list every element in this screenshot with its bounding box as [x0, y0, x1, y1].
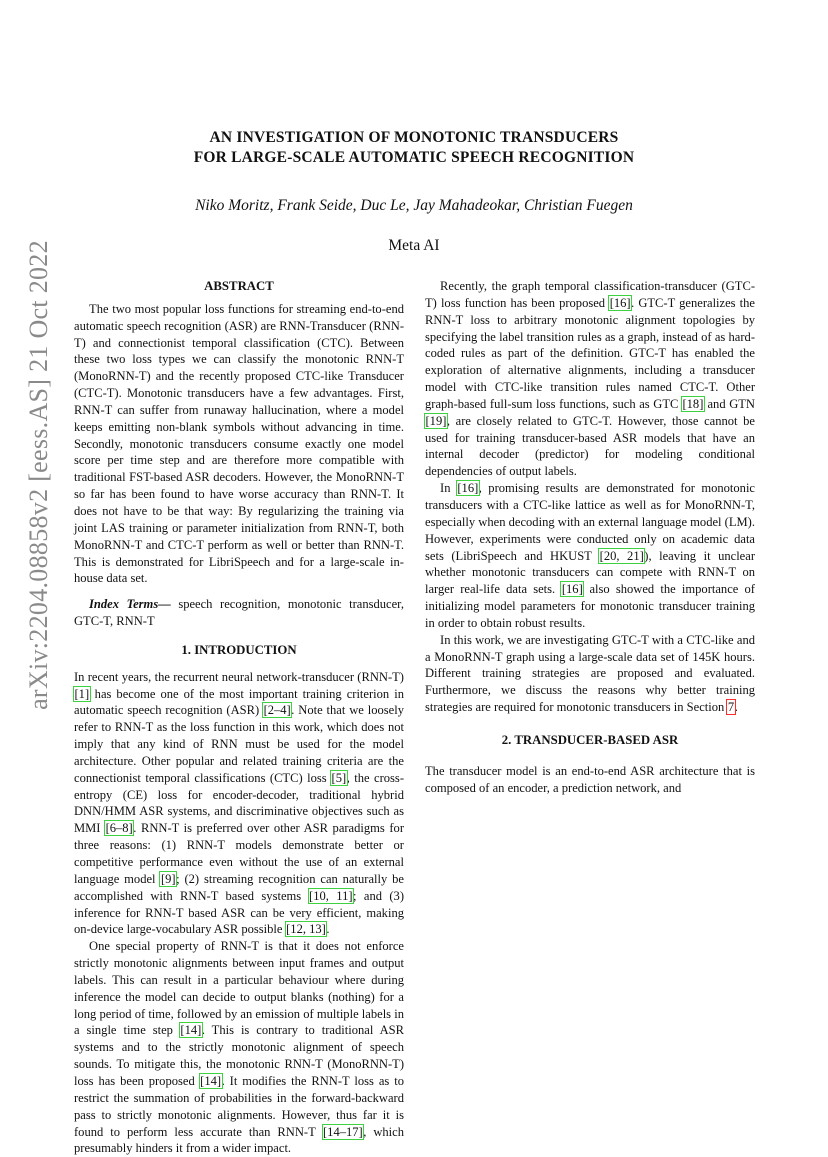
- citation-link[interactable]: [6–8]: [105, 821, 133, 836]
- text-run: In recent years, the recurrent neural network-transducer (RNN-T): [74, 669, 404, 684]
- citation-link[interactable]: [12, 13]: [286, 922, 326, 937]
- index-terms-label: Index Terms—: [89, 597, 171, 612]
- text-run: also showed the importance of initializing model parameters for monotonic transducer training in order to obtain robust results.: [425, 582, 755, 630]
- citation-link[interactable]: [16]: [609, 295, 631, 310]
- citation-link[interactable]: [5]: [331, 770, 347, 785]
- index-terms: [74, 596, 404, 630]
- intro-paragraph-3: [425, 278, 755, 480]
- citation-link[interactable]: [16]: [561, 582, 583, 597]
- citation-link[interactable]: [14]: [180, 1023, 202, 1038]
- paper-header: [0, 128, 828, 255]
- intro-paragraph-1: [74, 669, 404, 939]
- author-list: Niko Moritz, Frank Seide, Duc Le, Jay Mahadeokar, Christian Fuegen: [195, 197, 633, 214]
- title-line-2: FOR LARGE-SCALE AUTOMATIC SPEECH RECOGNITION: [193, 148, 635, 166]
- intro-paragraph-5: [425, 632, 755, 716]
- text-run: ), leaving it unclear whether monotonic transducers can compete with RNN-T on larger real-life data sets.: [425, 548, 755, 597]
- introduction-heading: 1. INTRODUCTION: [181, 642, 297, 657]
- citation-link[interactable]: [14–17]: [323, 1124, 363, 1139]
- citation-link[interactable]: [10, 11]: [309, 888, 353, 903]
- citation-link[interactable]: [9]: [160, 871, 176, 886]
- text-run: and GTN: [703, 396, 755, 411]
- text-run: In: [440, 481, 457, 496]
- text-run: has become one of the most important training criterion in automatic speech recognition (ASR): [74, 686, 404, 718]
- text-run: ; (2) streaming recognition can naturally be accomplished with RNN-T based systems: [74, 871, 405, 903]
- text-run: Recently, the graph temporal classification-transducer (GTC-T) loss function has been proposed: [425, 279, 755, 310]
- section-2-paragraph-1: The transducer model is an end-to-end ASR architecture that is composed of an encoder, a prediction network, and: [425, 763, 755, 795]
- citation-link[interactable]: [20, 21]: [599, 548, 644, 563]
- text-run: , which presumably hinders it from a wider impact.: [74, 1124, 404, 1156]
- arxiv-identifier-stamp: [22, 240, 56, 710]
- title-line-1: AN INVESTIGATION OF MONOTONIC TRANSDUCERS: [209, 129, 619, 146]
- section-reference-link[interactable]: 7: [727, 700, 735, 715]
- index-terms-text: speech recognition, monotonic transducer, GTC-T, RNN-T: [74, 597, 404, 629]
- text-run: , are closely related to GTC-T. However, those cannot be used for training transducer-based ASR models that have an internal decoder (predictor) for modeling conditional dependencies of output labels.: [425, 413, 755, 479]
- citation-link[interactable]: [14]: [200, 1073, 222, 1088]
- intro-paragraph-4: [425, 480, 755, 632]
- text-run: ; and (3) inference for RNN-T based ASR can be very efficient, making on-device large-vocabulary ASR possible: [74, 888, 404, 937]
- text-run: In this work, we are investigating GTC-T with a CTC-like and a MonoRNN-T graph using a large-scale data set of 145K hours. Different training strategies are proposed and evaluated. Furthermore, we discuss the reasons why better training strategies are required for monotonic transducers in Section: [425, 632, 755, 715]
- text-run: One special property of RNN-T is that it does not enforce strictly monotonic alignments between input frames and output labels. This can result in a particular behaviour where during inference the model can decide to output blanks (nothing) for a long period of time, followed by an emission of multiple labels in a single time step: [74, 939, 404, 1038]
- text-run: , the cross-entropy (CE) loss for encoder-decoder, traditional hybrid DNN/HMM ASR systems, and discriminative objectives such as MMI: [74, 770, 404, 836]
- citation-link[interactable]: [19]: [425, 413, 447, 428]
- text-run: . It modifies the RNN-T loss as to restrict the summation of probabilities in the forward-backward pass to strictly monotonic alignments. However, thus far it is found to perform less accurate than RNN-T: [74, 1073, 404, 1139]
- citation-link[interactable]: [1]: [74, 686, 90, 701]
- intro-paragraph-2: [74, 938, 404, 1157]
- abstract-text: The two most popular loss functions for streaming end-to-end automatic speech recognition (ASR) are RNN-Transducer (RNN-T) and connectionist temporal classification (CTC). Between these two loss types we can classify the monotonic RNN-T (MonoRNN-T) and the recently proposed CTC-like Transducer (CTC-T). Monotonic transducers have a few advantages. First, RNN-T can suffer from runaway hallucination, where a model keeps emitting non-blank symbols without advancing in time. Secondly, monotonic transducers consume exactly one model score per time step and are therefore more compatible with traditional FST-based ASR decoders. However, the MonoRNN-T so far has been found to have worse accuracy than RNN-T. It does not have to be that way: By regularizing the training via joint LAS training or parameter initialization from RNN-T, both MonoRNN-T and CTC-T perform as well or better than RNN-T. This is demonstrated for LibriSpeech and for a large-scale in-house data set.: [74, 301, 404, 586]
- arxiv-identifier-text: arXiv:2204.08858v2 [eess.AS] 21 Oct 2022: [24, 240, 53, 710]
- section-2-heading: 2. TRANSDUCER-BASED ASR: [501, 732, 679, 747]
- left-column: [74, 278, 404, 1157]
- right-column: [425, 278, 755, 796]
- citation-link[interactable]: [2–4]: [263, 703, 291, 718]
- text-run: . Note that we loosely refer to RNN-T as the loss function in this work, which does not imply that any kind of RNN must be used for the model architecture. Other popular and related training criteria are the connectionist temporal classifications (CTC) loss: [74, 703, 405, 785]
- text-run: , promising results are demonstrated for monotonic transducers with a CTC-like lattice as well as for MonoRNN-T, especially when decoding with an external language model (LM). However, experiments were conducted only on academic data sets (LibriSpeech and HKUST: [425, 481, 755, 563]
- citation-link[interactable]: [16]: [457, 481, 479, 496]
- text-run: . RNN-T is preferred over other ASR paradigms for three reasons: (1) RNN-T models demonstrate better or competitive performance even without the use of an external language model: [74, 821, 404, 886]
- paper-title: [0, 128, 828, 167]
- text-run: . GTC-T generalizes the RNN-T loss to arbitrary monotonic alignment topologies by specifying the label transition rules as a graph, instead of as hard-coded rules as part of the definition. GTC-T has enabled the exploration of alternative alignments, including a transducer model with CTC-like transition rules named CTC-T. Other graph-based full-sum loss functions, such as GTC: [425, 295, 755, 411]
- text-run: . This is contrary to traditional ASR systems and to the strictly monotonic alignment of speech sounds. To mitigate this, the monotonic RNN-T (MonoRNN-T) loss has been proposed: [74, 1023, 404, 1088]
- text-run: .: [734, 700, 738, 715]
- citation-link[interactable]: [18]: [682, 396, 704, 411]
- affiliation: Meta AI: [388, 237, 440, 254]
- text-run: .: [326, 922, 330, 937]
- abstract-heading: ABSTRACT: [204, 279, 274, 293]
